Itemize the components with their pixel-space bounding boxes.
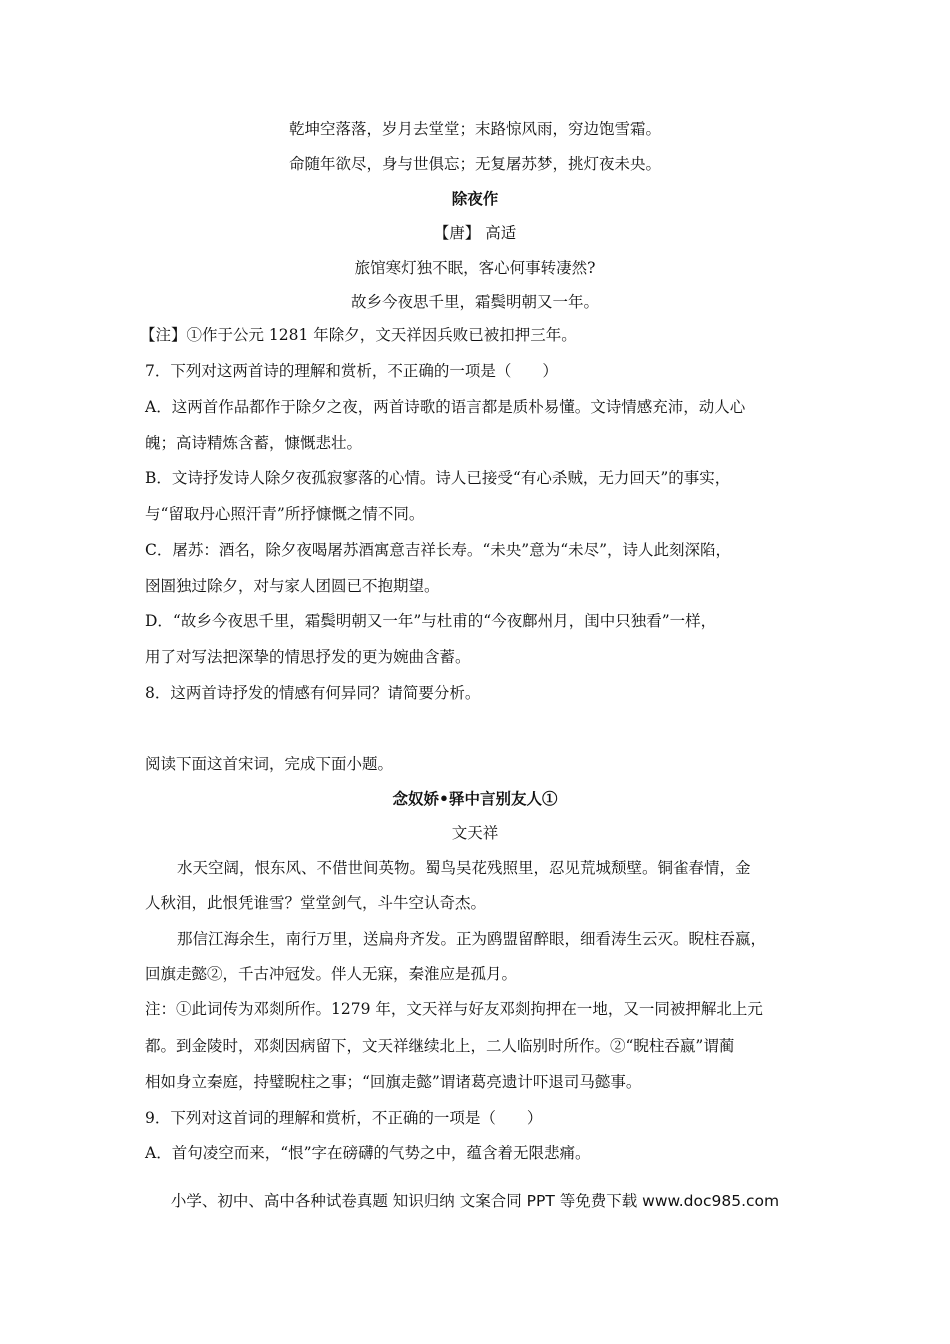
question-7-option-c-line1: C．屠苏：酒名，除夕夜喝屠苏酒寓意吉祥长寿。“未央”意为“未尽”，诗人此刻深陷， [145, 541, 732, 559]
poem2-author: 【唐】 高适 [433, 224, 517, 242]
poem1-line1: 乾坤空落落，岁月去堂堂；末路惊风雨，穷边饱雪霜。 [288, 120, 661, 138]
poem1-line2: 命随年欲尽，身与世俱忘；无复屠苏梦，挑灯夜未央。 [288, 155, 661, 173]
ci-stanza1-line2: 人秋泪，此恨凭谁雪？堂堂剑气，斗牛空认奇杰。 [145, 894, 487, 912]
question-7-option-c-line2: 囹圄独过除夕，对与家人团圆已不抱期望。 [145, 577, 440, 595]
ci-stanza2-line1: 那信江海余生，南行万里，送扁舟齐发。正为鸥盟留醉眼，细看涛生云灭。睨柱吞嬴， [177, 930, 767, 948]
note2-line3: 相如身立秦庭，持璧睨柱之事；“回旗走懿”谓诸葛亮遗计吓退司马懿事。 [145, 1073, 642, 1091]
question-7-option-d-line2: 用了对写法把深挚的情思抒发的更为婉曲含蓄。 [145, 648, 471, 666]
question-9-stem: 9．下列对这首词的理解和赏析，不正确的一项是（ ） [145, 1109, 543, 1127]
ci-stanza2-line2: 回旗走懿②，千古冲冠发。伴人无寐，秦淮应是孤月。 [145, 965, 518, 983]
question-7-option-a-line1: A．这两首作品都作于除夕之夜，两首诗歌的语言都是质朴易懂。文诗情感充沛，动人心 [145, 398, 746, 416]
ci-title: 念奴娇•驿中言别友人① [392, 789, 558, 808]
ci-author: 文天祥 [451, 824, 499, 842]
footer-banner: 小学、初中、高中各种试卷真题 知识归纳 文案合同 PPT 等免费下载 www.doc985.com [170, 1192, 780, 1210]
poem2-line1: 旅馆寒灯独不眠，客心何事转凄然? [354, 259, 596, 277]
question-7-option-b-line1: B．文诗抒发诗人除夕夜孤寂寥落的心情。诗人已接受“有心杀贼，无力回天”的事实， [145, 469, 731, 487]
ci-stanza1-line1: 水天空阔，恨东风、不借世间英物。蜀鸟吴花残照里，忍见荒城颓壁。铜雀春情，金 [177, 859, 751, 877]
note2-line1: 注：①此词传为邓剡所作。1279 年，文天祥与好友邓剡拘押在一地，又一同被押解北上元 [145, 1000, 763, 1018]
question-8: 8．这两首诗抒发的情感有何异同？请简要分析。 [145, 684, 481, 702]
question-7-stem: 7．下列对这两首诗的理解和赏析，不正确的一项是（ ） [145, 362, 558, 380]
question-7-option-b-line2: 与“留取丹心照汗青”所抒慷慨之情不同。 [145, 505, 425, 523]
question-9-option-a: A．首句凌空而来，“恨”字在磅礴的气势之中，蕴含着无限悲痛。 [145, 1144, 591, 1162]
note2-line2: 都。到金陵时，邓剡因病留下，文天祥继续北上，二人临别时所作。②“睨柱吞嬴”谓蔺 [145, 1037, 735, 1055]
poem2-title: 除夜作 [451, 189, 499, 208]
note1: 【注】①作于公元 1281 年除夕，文天祥因兵败已被扣押三年。 [140, 326, 577, 344]
question-7-option-d-line1: D．“故乡今夜思千里，霜鬓明朝又一年”与杜甫的“今夜鄜州月，闺中只独看”一样， [145, 612, 717, 630]
poem2-line2: 故乡今夜思千里，霜鬓明朝又一年。 [350, 293, 599, 311]
reading-intro: 阅读下面这首宋词，完成下面小题。 [145, 755, 394, 773]
question-7-option-a-line2: 魄；高诗精炼含蓄，慷慨悲壮。 [145, 434, 363, 452]
